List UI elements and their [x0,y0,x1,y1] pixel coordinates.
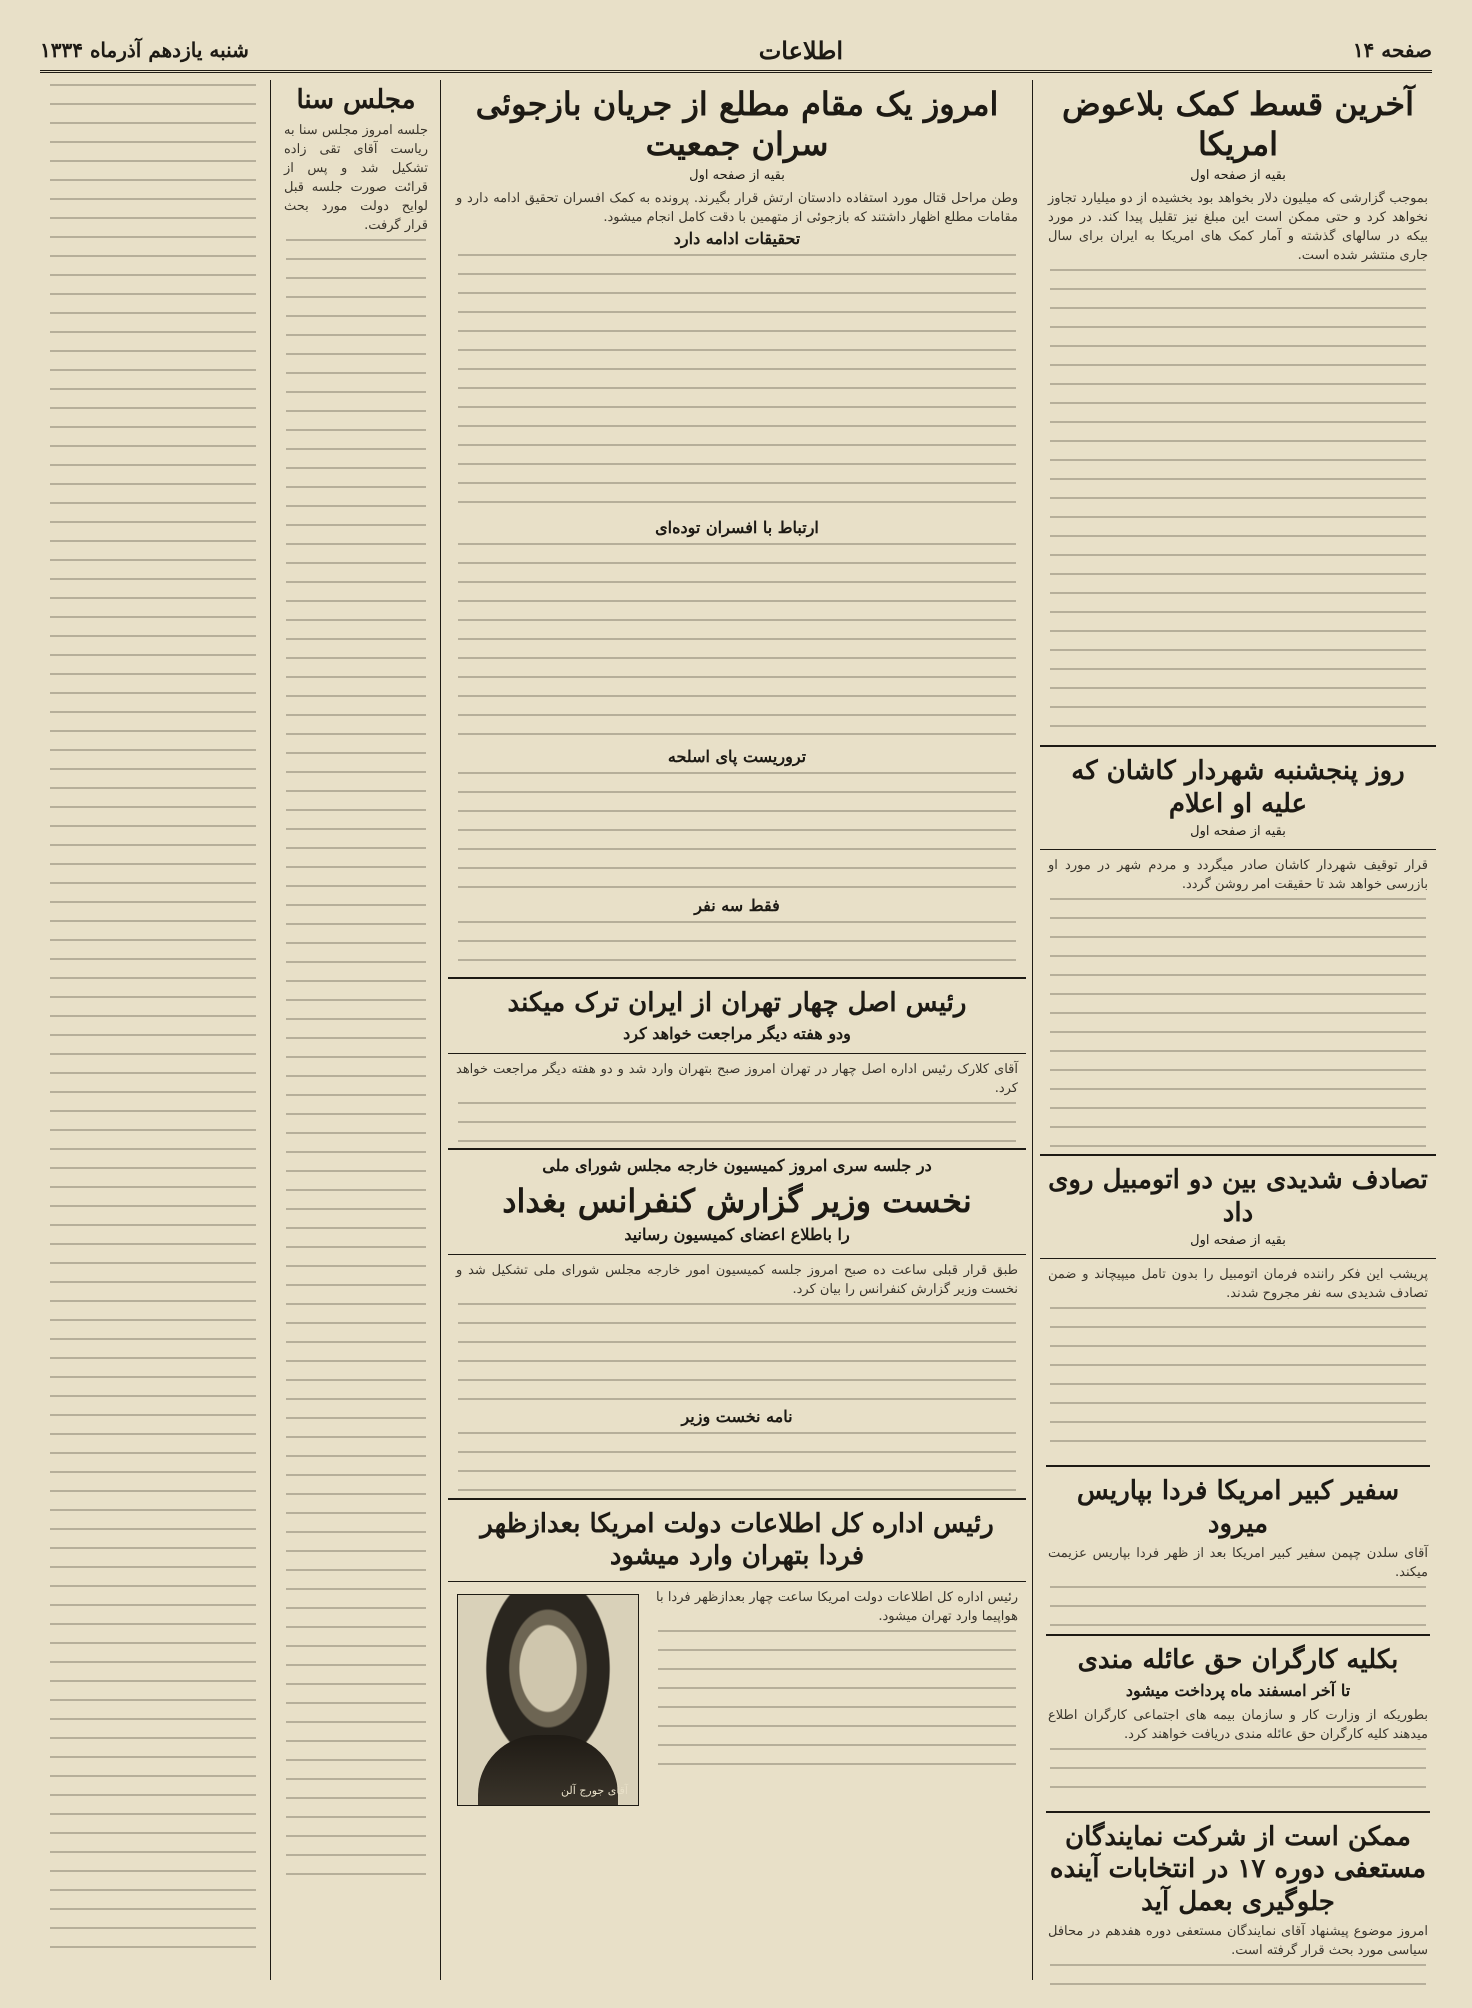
ambassador-headline: سفیر کبیر امریکا فردا بپاریس میرود [1076,1476,1400,1539]
page-header [40,30,1432,73]
tehran-headline: رئیس اصل چهار تهران از ایران ترک میکند [507,988,967,1018]
interrogation-subhead-2: ارتباط با افسران توده‌ای [655,518,819,537]
divider [1046,1634,1430,1636]
commission-body: طبق قرار قبلی ساعت ده صبح امروز جلسه کمیسیون امور خارجه مجلس شورای ملی تشکیل شد و نخست وزیر گزارش کنفرانس را بیان کرد. [456,1262,1018,1297]
intel-photo-wrap [448,1588,648,1812]
commission-text [458,1432,1016,1492]
elections-headline: ممکن است از شرکت نمایندگان مستعفی دوره ۱۷ در انتخابات آینده جلوگیری بعمل آید [1049,1821,1427,1917]
accident-text [1050,1307,1426,1457]
kashan-continued: بقیه از صفحه اول [1190,824,1286,839]
accident-box [1040,1154,1436,1259]
aid-continued: بقیه از صفحه اول [1190,168,1286,183]
commission-subhead: را باطلاع اعضای کمیسیون رسانید [624,1224,850,1244]
divider [1046,1811,1430,1813]
senate-text [286,239,426,1889]
aid-headline: آخرین قسط کمک بلاعوض امریکا [1062,85,1414,163]
left-text [50,84,256,1964]
commission-box [448,1148,1026,1255]
page-number: صفحه ۱۴ [1352,38,1432,62]
aid-text [1050,269,1426,739]
elections-text [1050,1964,1426,1990]
senate-headline: مجلس سنا [296,85,416,115]
interrogation-continued: بقیه از صفحه اول [689,168,785,183]
center-column [448,80,1026,1990]
intel-headline: رئیس اداره کل اطلاعات دولت امریکا بعدازظهر فردا بتهران وارد میشود [480,1508,994,1571]
commission-headline: نخست وزیر گزارش کنفرانس بغداد [502,1181,972,1220]
elections-body: امروز موضوع پیشنهاد آقای نمایندگان مستعفی دوره هفدهم در محافل سیاسی مورد بحث قرار گرفته است. [1048,1924,1428,1958]
interrogation-text [458,543,1016,743]
senate-column [276,80,436,1990]
interrogation-subhead-4: فقط سه نفر [694,896,780,915]
workers-subhead: تا آخر امسفند ماه پرداخت میشود [1125,1680,1351,1700]
kashan-headline: روز پنجشنبه شهردار کاشان که علیه او اعلام [1071,756,1405,819]
tehran-subhead: ودو هفته دیگر مراجعت خواهد کرد [623,1023,851,1043]
interrogation-subhead-1: تحقیقات ادامه دارد [673,229,801,248]
commission-text [458,1303,1016,1403]
column-rule [1032,80,1033,1980]
intel-text-block [648,1588,1026,1812]
intel-box [448,1498,1026,1582]
interrogation-text [458,921,1016,971]
aid-body: بموجب گزارشی که میلیون دلار بخواهد بود بخشیده از دو میلیارد تجاوز نخواهد کرد و حتی ممکن است این مبلغ نیز تقلیل پیدا کند. در مورد بیکه در سالهای گذشته و آمار کمک های امریکا به ایران برای سال جاری منتشر شده است. [1048,191,1428,263]
commission-subhead-2: نامه نخست وزیر [681,1406,793,1426]
issue-date: شنبه یازدهم آذرماه ۱۳۳۴ [40,38,249,62]
tehran-box [448,977,1026,1054]
intel-body: رئیس اداره کل اطلاعات دولت امریکا ساعت چهار بعدازظهر فردا با هواپیما وارد تهران میشود. [656,1589,1018,1624]
tehran-text [458,1102,1016,1142]
workers-headline: بکلیه کارگران حق عائله مندی [1077,1645,1399,1675]
kashan-box [1040,745,1436,850]
interrogation-headline: امروز یک مقام مطلع از جریان بازجوئی سران جمعیت [475,85,999,163]
intel-layout [448,1588,1026,1812]
ambassador-body: آقای سلدن چپمن سفیر کبیر امریکا بعد از ظهر فردا بپاریس عزیمت میکند. [1048,1546,1428,1580]
photo-caption: آقای جورج آلن [561,1783,628,1797]
kashan-text [1050,898,1426,1148]
commission-kicker: در جلسه سری امروز کمیسیون خارجه مجلس شورای ملی [542,1155,932,1175]
interrogation-text [458,254,1016,514]
interrogation-body: وطن مراحل قتال مورد استفاده دادستان ارتش قرار بگیرند. پرونده به کمک افسران تحقیق ادامه دارد و مقامات مطلع اظهار داشتند که بازجوئی از متهمین با دقت کامل انجام میشود. [456,191,1018,225]
left-column [40,80,266,1990]
accident-headline: تصادف شدیدی بین دو اتومبیل روی داد [1048,1165,1428,1228]
right-column [1040,80,1436,1990]
accident-continued: بقیه از صفحه اول [1190,1233,1286,1248]
senate-body: جلسه امروز مجلس سنا به ریاست آقای تقی زاده تشکیل شد و پس از قرائت صورت جلسه قبل لوایح دولت مورد بحث قرار گرفت. [284,122,428,233]
accident-body: پریشب این فکر راننده فرمان اتومبیل را بدون تامل میپیچاند و ضمن تصادف شدیدی سه نفر مجروح شدند. [1048,1267,1428,1301]
ambassador-text [1050,1586,1426,1626]
kashan-body: قرار توقیف شهردار کاشان صادر میگردد و مردم شهر در مورد او بازرسی خواهد شد تا حقیقت امر روشن گردد. [1048,858,1428,892]
interrogation-text [458,772,1016,892]
intel-text [658,1630,1016,1780]
column-rule [440,80,441,1980]
divider [1046,1465,1430,1467]
workers-text [1050,1748,1426,1803]
interrogation-subhead-3: تروریست پای اسلحه [667,747,807,766]
tehran-body: آقای کلارک رئیس اداره اصل چهار در تهران امروز صبح بتهران وارد شد و دو هفته دیگر مراجعت خواهد کرد. [456,1061,1018,1096]
workers-body: بطوریکه از وزارت کار و سازمان بیمه های اجتماعی کارگران اطلاع میدهند کلیه کارگران حق عائله مندی دریافت خواهند کرد. [1048,1707,1428,1742]
paper-name: اطلاعات [758,35,844,65]
portrait-photo [457,1594,639,1806]
column-rule [270,80,271,1980]
